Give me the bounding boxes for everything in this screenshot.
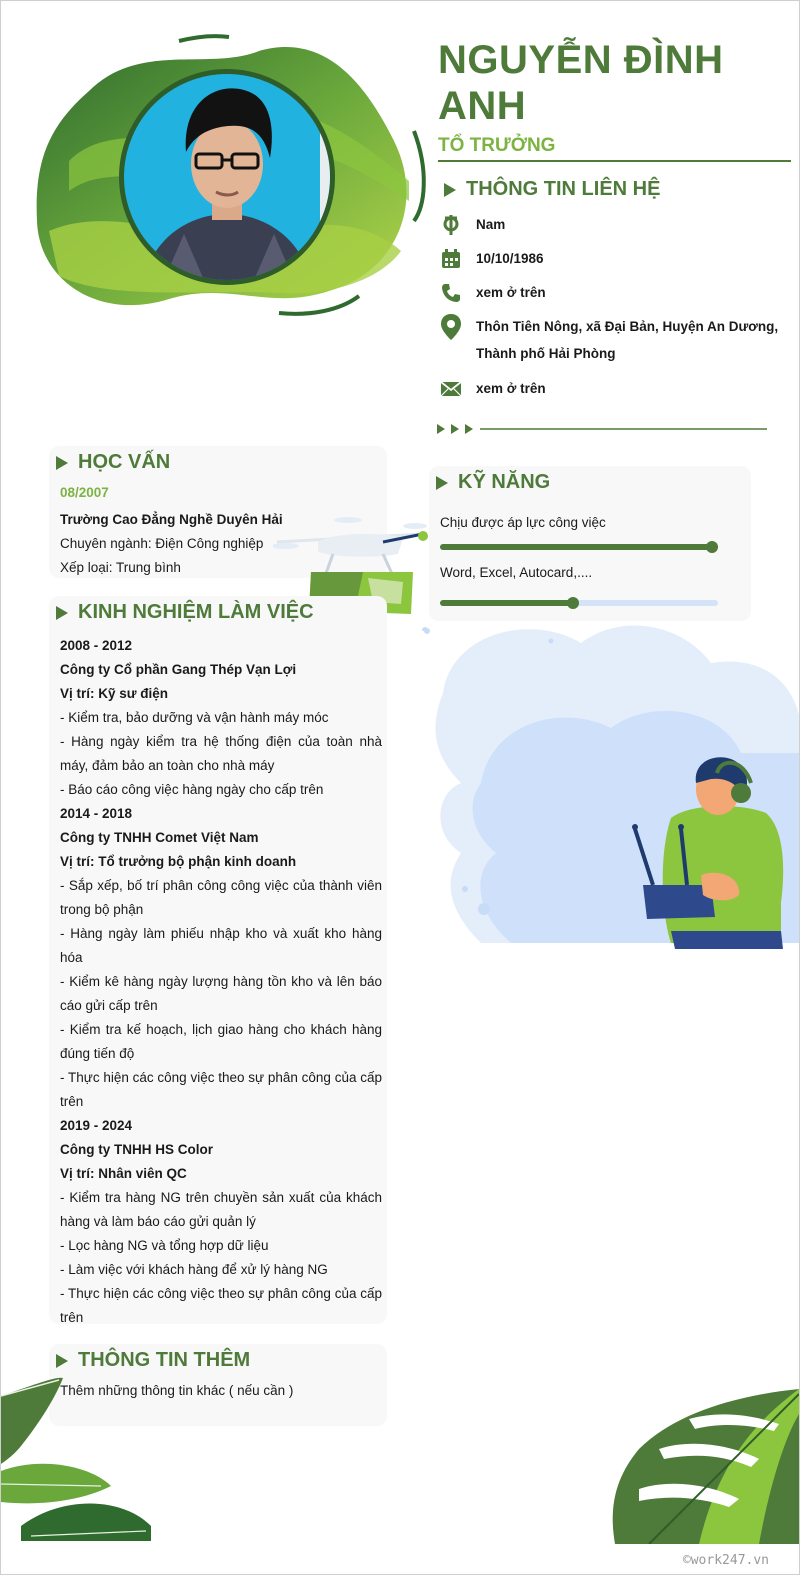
- education-section-title: HỌC VẤN: [56, 451, 170, 474]
- contact-birthday: 10/10/1986: [440, 248, 544, 272]
- envelope-icon: [440, 378, 462, 400]
- leaf-decoration-left: [1, 1376, 161, 1546]
- education-date: 08/2007: [60, 485, 109, 500]
- contact-section-title: THÔNG TIN LIÊN HỆ: [444, 178, 660, 201]
- candidate-name: NGUYỄN ĐÌNH ANH: [438, 38, 724, 128]
- job-period: 2014 - 2018: [60, 806, 133, 821]
- job-role: Vị trí: Tổ trưởng bộ phận kinh doanh: [60, 854, 297, 869]
- watermark: ©work247.vn: [682, 1553, 769, 1568]
- job-task: - Kiểm tra kế hoạch, lịch giao hàng cho khách hàng đúng tiến độ: [60, 1022, 382, 1061]
- contact-email: xem ở trên: [440, 378, 546, 402]
- location-pin-icon: [440, 316, 462, 338]
- section-triangle-icon: [56, 606, 68, 620]
- job-task: - Hàng ngày làm phiếu nhập kho và xuất kho hàng hóa: [60, 926, 382, 965]
- skill-progress-fill: [440, 544, 718, 550]
- skill-progress-bar: [440, 544, 718, 550]
- skill-label: Chịu được áp lực công việc: [440, 515, 606, 530]
- candidate-position: TỔ TRƯỞNG: [438, 135, 556, 156]
- job-entry: [60, 634, 382, 802]
- job-period: 2008 - 2012: [60, 638, 133, 653]
- skill-label: Word, Excel, Autocard,....: [440, 565, 593, 580]
- skill-progress-bar: [440, 600, 718, 606]
- job-task: - Kiểm tra hàng NG trên chuyền sản xuất của khách hàng và làm báo cáo gửi quản lý: [60, 1190, 382, 1229]
- job-entry: [60, 802, 382, 1114]
- education-major: Chuyên ngành: Điện Công nghiệp: [60, 536, 264, 551]
- section-triangle-icon: [56, 456, 68, 470]
- education-school: Trường Cao Đẳng Nghề Duyên Hải: [60, 512, 283, 527]
- pilot-illustration: [421, 613, 800, 958]
- section-triangle-icon: [56, 1354, 68, 1368]
- job-task: - Hàng ngày kiểm tra hệ thống điện của toàn nhà máy, đảm bảo an toàn cho nhà máy: [60, 734, 382, 773]
- extra-text: Thêm những thông tin khác ( nếu cần ): [60, 1383, 294, 1398]
- experience-body: [60, 634, 382, 1330]
- skill-progress-fill: [440, 600, 573, 606]
- contact-address: [440, 316, 778, 367]
- phone-icon: [440, 282, 462, 304]
- avatar: [124, 74, 330, 280]
- job-role: Vị trí: Kỹ sư điện: [60, 686, 169, 701]
- job-company: Công ty Cổ phần Gang Thép Vạn Lợi: [60, 662, 297, 677]
- job-task: - Báo cáo công việc hàng ngày cho cấp trên: [60, 782, 324, 797]
- job-task: - Sắp xếp, bố trí phân công công việc của thành viên trong bộ phận: [60, 878, 382, 917]
- job-task: - Làm việc với khách hàng để xử lý hàng NG: [60, 1262, 328, 1277]
- contact-gender: Nam: [440, 214, 505, 238]
- address-line-1: Thôn Tiên Nông, xã Đại Bản, Huyện An Dương,: [476, 319, 779, 334]
- experience-section-title: KINH NGHIỆM LÀM VIỆC: [56, 601, 314, 624]
- header-divider: [438, 160, 791, 162]
- job-entry: [60, 1114, 382, 1330]
- contact-phone: xem ở trên: [440, 282, 546, 306]
- skills-section-title: KỸ NĂNG: [436, 471, 550, 494]
- job-task: - Thực hiện các công việc theo sự phân công của cấp trên: [60, 1286, 382, 1325]
- leaf-decoration-right: [609, 1389, 799, 1544]
- education-grade: Xếp loại: Trung bình: [60, 560, 181, 575]
- section-triangle-icon: [436, 476, 448, 490]
- job-company: Công ty TNHH HS Color: [60, 1142, 213, 1157]
- section-triangle-icon: [444, 183, 456, 197]
- calendar-icon: [440, 248, 462, 270]
- job-period: 2019 - 2024: [60, 1118, 133, 1133]
- extra-section-title: THÔNG TIN THÊM: [56, 1349, 250, 1372]
- job-task: - Thực hiện các công việc theo sự phân công của cấp trên: [60, 1070, 382, 1109]
- job-task: - Kiểm kê hàng ngày lượng hàng tồn kho và lên báo cáo gửi cấp trên: [60, 974, 382, 1013]
- skill-progress-knob: [706, 541, 718, 553]
- gender-icon: [440, 214, 462, 236]
- arrow-divider-decoration: [437, 422, 771, 436]
- job-task: - Kiểm tra, bảo dưỡng và vận hành máy móc: [60, 710, 329, 725]
- job-task: - Lọc hàng NG và tổng hợp dữ liệu: [60, 1238, 269, 1253]
- job-company: Công ty TNHH Comet Việt Nam: [60, 830, 259, 845]
- job-role: Vị trí: Nhân viên QC: [60, 1166, 187, 1181]
- address-line-2: Thành phố Hải Phòng: [476, 346, 616, 361]
